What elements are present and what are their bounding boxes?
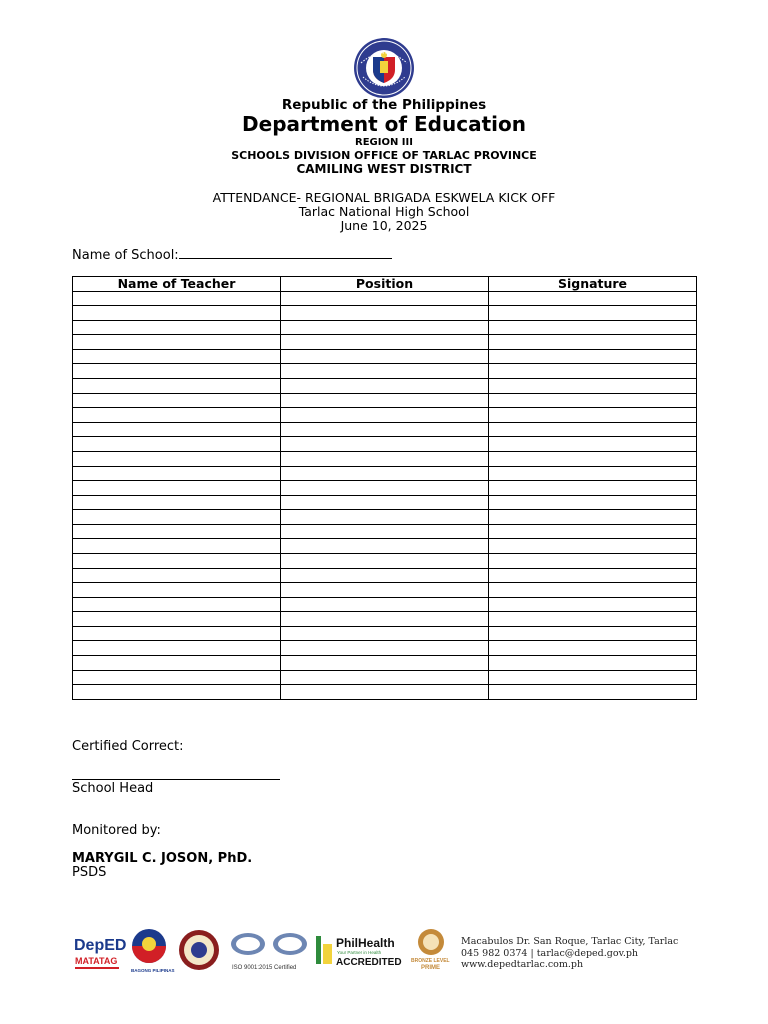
signature-cell[interactable] xyxy=(489,553,697,568)
table-header-row xyxy=(73,277,697,292)
table-row xyxy=(73,466,697,481)
signature-cell[interactable] xyxy=(489,408,697,423)
table-row xyxy=(73,481,697,496)
table-row xyxy=(73,510,697,525)
table-row xyxy=(73,641,697,656)
iso-text: ISO 9001:2015 Certified xyxy=(232,965,297,971)
teacher-cell[interactable] xyxy=(73,612,281,627)
table-row xyxy=(73,597,697,612)
position-cell[interactable] xyxy=(281,393,489,408)
teacher-cell[interactable] xyxy=(73,597,281,612)
teacher-cell[interactable] xyxy=(73,335,281,350)
position-cell[interactable] xyxy=(281,641,489,656)
accredited-text: ACCREDITED xyxy=(336,957,402,968)
signature-cell[interactable] xyxy=(489,335,697,350)
position-cell[interactable] xyxy=(281,670,489,685)
teacher-cell[interactable] xyxy=(73,379,281,394)
philhealth-tagline: Your Partner in Health xyxy=(337,950,382,955)
position-cell[interactable] xyxy=(281,320,489,335)
bagong-pilipinas-text: BAGONG PILIPINAS xyxy=(131,968,175,973)
position-cell[interactable] xyxy=(281,364,489,379)
position-cell[interactable] xyxy=(281,291,489,306)
position-cell[interactable] xyxy=(281,466,489,481)
position-cell[interactable] xyxy=(281,422,489,437)
signature-cell[interactable] xyxy=(489,641,697,656)
website-link[interactable]: www.depedtarlac.com.ph xyxy=(461,959,584,970)
teacher-cell[interactable] xyxy=(73,291,281,306)
position-cell[interactable] xyxy=(281,349,489,364)
position-cell[interactable] xyxy=(281,626,489,641)
signature-cell[interactable] xyxy=(489,422,697,437)
col-header-teacher: Name of Teacher xyxy=(73,277,281,292)
position-cell[interactable] xyxy=(281,379,489,394)
signature-cell[interactable] xyxy=(489,612,697,627)
teacher-cell[interactable] xyxy=(73,306,281,321)
teacher-cell[interactable] xyxy=(73,626,281,641)
deped-logo-text: DepED xyxy=(74,937,127,954)
deped-matatag-logo xyxy=(74,937,126,969)
teacher-cell[interactable] xyxy=(73,408,281,423)
prime-text: PRIME xyxy=(421,965,441,971)
table-row xyxy=(73,349,697,364)
position-cell[interactable] xyxy=(281,612,489,627)
table-row xyxy=(73,364,697,379)
teacher-cell[interactable] xyxy=(73,524,281,539)
table-row xyxy=(73,422,697,437)
table-row xyxy=(73,437,697,452)
teacher-cell[interactable] xyxy=(73,685,281,700)
table-row xyxy=(73,539,697,554)
position-cell[interactable] xyxy=(281,583,489,598)
table-row xyxy=(73,306,697,321)
position-cell[interactable] xyxy=(281,451,489,466)
signature-cell[interactable] xyxy=(489,466,697,481)
department-heading: Department of Education xyxy=(242,112,526,136)
signature-cell[interactable] xyxy=(489,583,697,598)
position-cell[interactable] xyxy=(281,335,489,350)
position-cell[interactable] xyxy=(281,510,489,525)
position-cell[interactable] xyxy=(281,437,489,452)
teacher-cell[interactable] xyxy=(73,437,281,452)
region-heading: REGION III xyxy=(355,137,413,148)
teacher-cell[interactable] xyxy=(73,451,281,466)
district-heading: CAMILING WEST DISTRICT xyxy=(296,162,472,176)
table-row xyxy=(73,524,697,539)
teacher-cell[interactable] xyxy=(73,510,281,525)
bronze-text: BRONZE LEVEL xyxy=(411,958,450,964)
signature-cell[interactable] xyxy=(489,539,697,554)
table-row xyxy=(73,685,697,700)
position-cell[interactable] xyxy=(281,685,489,700)
signature-cell[interactable] xyxy=(489,291,697,306)
signature-cell[interactable] xyxy=(489,393,697,408)
teacher-cell[interactable] xyxy=(73,568,281,583)
table-row xyxy=(73,393,697,408)
table-row xyxy=(73,626,697,641)
position-cell[interactable] xyxy=(281,568,489,583)
footer-address xyxy=(461,936,678,971)
monitor-title: PSDS xyxy=(72,865,107,880)
table-row xyxy=(73,379,697,394)
monitor-name: MARYGIL C. JOSON, PhD. xyxy=(72,851,253,866)
table-row xyxy=(73,335,697,350)
philhealth-accredited-logo xyxy=(316,936,402,968)
school-head-title: School Head xyxy=(72,781,154,796)
table-row xyxy=(73,495,697,510)
address-line-2: 045 982 0374 | tarlac@deped.gov.ph xyxy=(461,947,639,959)
teacher-cell[interactable] xyxy=(73,553,281,568)
table-row xyxy=(73,553,697,568)
table-row xyxy=(73,583,697,598)
position-cell[interactable] xyxy=(281,524,489,539)
attendance-rows xyxy=(73,291,697,699)
signature-cell[interactable] xyxy=(489,379,697,394)
teacher-cell[interactable] xyxy=(73,481,281,496)
iso-certification-logo xyxy=(231,933,307,971)
table-row xyxy=(73,320,697,335)
col-header-position: Position xyxy=(281,277,489,292)
teacher-cell[interactable] xyxy=(73,583,281,598)
school-name-field[interactable] xyxy=(72,246,392,263)
signature-cell[interactable] xyxy=(489,568,697,583)
signature-cell[interactable] xyxy=(489,510,697,525)
certified-label: Certified Correct: xyxy=(72,739,184,754)
signature-cell[interactable] xyxy=(489,349,697,364)
position-cell[interactable] xyxy=(281,408,489,423)
teacher-cell[interactable] xyxy=(73,656,281,671)
matatag-logo-text: MATATAG xyxy=(75,956,118,966)
signature-cell[interactable] xyxy=(489,437,697,452)
event-date: June 10, 2025 xyxy=(340,218,428,233)
table-row xyxy=(73,656,697,671)
position-cell[interactable] xyxy=(281,481,489,496)
table-row xyxy=(73,451,697,466)
sdo-tarlac-seal xyxy=(179,930,219,970)
teacher-cell[interactable] xyxy=(73,495,281,510)
deped-seal-logo xyxy=(347,37,421,99)
republic-heading: Republic of the Philippines xyxy=(281,97,487,113)
position-cell[interactable] xyxy=(281,597,489,612)
table-row xyxy=(73,408,697,423)
signature-cell[interactable] xyxy=(489,495,697,510)
teacher-cell[interactable] xyxy=(73,670,281,685)
position-cell[interactable] xyxy=(281,306,489,321)
school-name-blank[interactable] xyxy=(179,246,392,259)
school-name-label: Name of School: xyxy=(72,248,179,263)
teacher-cell[interactable] xyxy=(73,349,281,364)
signature-cell[interactable] xyxy=(489,597,697,612)
signature-cell[interactable] xyxy=(489,656,697,671)
teacher-cell[interactable] xyxy=(73,320,281,335)
monitored-label: Monitored by: xyxy=(72,823,161,838)
teacher-cell[interactable] xyxy=(73,422,281,437)
position-cell[interactable] xyxy=(281,656,489,671)
school-head-signature-line[interactable] xyxy=(72,779,280,780)
signature-cell[interactable] xyxy=(489,481,697,496)
position-cell[interactable] xyxy=(281,553,489,568)
position-cell[interactable] xyxy=(281,495,489,510)
table-row xyxy=(73,291,697,306)
table-row xyxy=(73,670,697,685)
event-title: ATTENDANCE- REGIONAL BRIGADA ESKWELA KICK OFF xyxy=(212,190,556,205)
signature-cell[interactable] xyxy=(489,451,697,466)
teacher-cell[interactable] xyxy=(73,393,281,408)
signature-cell[interactable] xyxy=(489,364,697,379)
position-cell[interactable] xyxy=(281,539,489,554)
signature-cell[interactable] xyxy=(489,306,697,321)
signature-cell[interactable] xyxy=(489,320,697,335)
col-header-signature: Signature xyxy=(489,277,697,292)
address-line-1: Macabulos Dr. San Roque, Tarlac City, Tarlac xyxy=(461,936,679,947)
signature-cell[interactable] xyxy=(489,670,697,685)
teacher-cell[interactable] xyxy=(73,466,281,481)
teacher-cell[interactable] xyxy=(73,641,281,656)
bagong-pilipinas-logo xyxy=(131,929,175,973)
signature-cell[interactable] xyxy=(489,524,697,539)
teacher-cell[interactable] xyxy=(73,364,281,379)
table-row xyxy=(73,568,697,583)
division-heading: SCHOOLS DIVISION OFFICE OF TARLAC PROVINCE xyxy=(231,149,537,162)
teacher-cell[interactable] xyxy=(73,539,281,554)
philhealth-text: PhilHealth xyxy=(336,936,395,950)
attendance-table xyxy=(72,276,697,700)
bronze-prime-logo xyxy=(411,929,450,971)
table-row xyxy=(73,612,697,627)
signature-cell[interactable] xyxy=(489,626,697,641)
signature-cell[interactable] xyxy=(489,685,697,700)
event-venue: Tarlac National High School xyxy=(298,204,470,219)
